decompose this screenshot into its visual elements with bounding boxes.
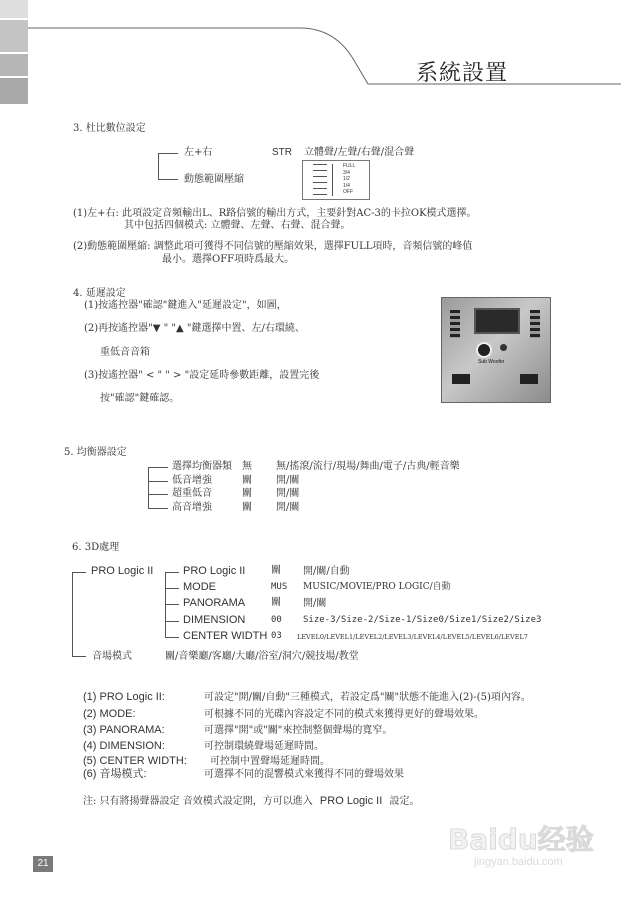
note-1-label: (1) PRO Logic II: [83, 691, 165, 703]
panel-sub-woofer-label: Sub Woofer [478, 359, 505, 365]
str-key: STR [272, 147, 292, 158]
option-drc: 動態範圍壓縮 [184, 174, 244, 185]
drc-level-1-2: 1/2 [343, 176, 350, 183]
note-lr-line1: (1)左+右: 此項設定音頻輸出L、R路信號的輸出方式，主要針對AC-3的卡拉OK模式選擇。 [73, 208, 477, 219]
left-arrow-button-icon [452, 374, 470, 384]
drc-level-bars-icon [313, 164, 327, 196]
eq-row-4-value: 關 [242, 502, 252, 513]
eq-row-3-label: 超重低音 [172, 488, 212, 499]
section-6-heading: 6. 3D處理 [72, 542, 120, 553]
eq-row-2-label: 低音增強 [172, 475, 212, 486]
str-values: 立體聲/左聲/右聲/混合聲 [304, 147, 415, 158]
note-4-text: 可控制環繞聲場延遲時間。 [204, 741, 324, 752]
eq-row-1-label: 選擇均衡器類 [172, 461, 232, 472]
pl-row-1-value: 關 [271, 565, 281, 576]
pl-row-1-options: 開/關/自動 [303, 566, 350, 577]
note-3-label: (3) PANORAMA: [83, 724, 165, 736]
drc-level-slider-icon [332, 164, 333, 196]
footnote-pro-logic: PRO Logic II [319, 795, 383, 807]
section-4-heading: 4. 延遲設定 [73, 288, 126, 299]
delay-panel-image [441, 297, 551, 403]
watermark-url: jingyan.baidu.com [474, 856, 563, 868]
eq-row-1-options: 無/搖滾/流行/現場/舞曲/電子/古典/輕音樂 [276, 461, 460, 472]
delay-step-2a: (2)再按遙控器"▼ " "▲ "鍵選擇中置、左/右環繞、 [84, 323, 305, 334]
header-rule [0, 0, 621, 110]
pl-row-5-options: LEVEL0/LEVEL1/LEVEL2/LEVEL3/LEVEL4/LEVEL5/LEVEL6/LEVEL7 [297, 633, 528, 641]
note-5-label: (5) CENTER WIDTH: [83, 755, 187, 767]
option-left-right: 左+右 [184, 147, 213, 158]
note-4-label: (4) DIMENSION: [83, 740, 165, 752]
pl-row-4-value: 00 [271, 615, 282, 625]
note-lr-line2: 其中包括四個模式: 立體聲、左聲、右聲、混合聲。 [124, 220, 351, 231]
right-speaker-bars-icon [530, 310, 540, 338]
note-2-text: 可根據不同的光碟內容設定不同的模式來獲得更好的聲場效果。 [204, 709, 484, 720]
right-arrow-button-icon [520, 374, 538, 384]
pl-row-4-options: Size-3/Size-2/Size-1/Size0/Size1/Size2/Size3 [303, 615, 542, 625]
note-drc-line1: (2)動態範圍壓縮: 調整此項可獲得不同信號的壓縮效果，選擇FULL項時，音頻信號的峰值 [73, 241, 473, 252]
pl-row-5-value: 03 [271, 631, 282, 641]
drc-level-1-4: 1/4 [343, 182, 350, 189]
pl-row-5-label: CENTER WIDTH [183, 630, 268, 642]
sound-mode-options: 關/音樂廳/客廳/大廳/浴室/洞穴/競技場/教堂 [165, 651, 359, 662]
pl-row-3-value: 關 [271, 597, 281, 608]
delay-step-3b: 按"確認"鍵確認。 [100, 393, 180, 404]
delay-step-3a: (3)按遙控器" < " " > "設定延時參數距離，設置完後 [84, 370, 320, 381]
note-3-text: 可選擇"開"或"關"來控制整個聲場的寬窄。 [204, 725, 393, 736]
footnote-part-2: 設定。 [389, 796, 420, 807]
eq-row-4-options: 開/關 [276, 502, 300, 513]
footnote [83, 796, 419, 807]
drc-level-box [302, 160, 370, 200]
watermark-brand: Baidu经验 [448, 823, 594, 856]
small-knob-icon [500, 344, 507, 351]
note-6-text: 可選擇不同的混響模式來獲得不同的聲場效果 [204, 769, 404, 780]
drc-level-full: FULL [343, 163, 356, 169]
delay-step-1: (1)按遙控器"確認"鍵進入"延遲設定"，如圖， [84, 300, 287, 311]
pl-row-3-options: 開/關 [303, 598, 327, 609]
sound-mode-label: 音場模式 [92, 651, 132, 662]
page-number: 21 [33, 856, 53, 872]
note-5-text: 可控制中置聲場延遲時間。 [210, 756, 330, 767]
eq-row-2-options: 開/關 [276, 475, 300, 486]
eq-row-3-options: 開/關 [276, 488, 300, 499]
page-title: 系統設置 [416, 61, 509, 86]
delay-display-screen [474, 308, 520, 334]
eq-row-1-value: 無 [242, 461, 252, 472]
pl-row-3-label: PANORAMA [183, 597, 246, 609]
pl-row-4-label: DIMENSION [183, 614, 246, 626]
pl-row-2-options: MUSIC/MOVIE/PRO LOGIC/自動 [303, 582, 451, 592]
eq-row-4-label: 高音增強 [172, 502, 212, 513]
tree-root-pro-logic: PRO Logic II [91, 565, 154, 577]
note-6-label: (6) 音場模式: [83, 768, 147, 780]
eq-row-2-value: 關 [242, 475, 252, 486]
eq-row-3-value: 關 [242, 488, 252, 499]
drc-level-3-4: 3/4 [343, 169, 350, 176]
drc-level-off: OFF [343, 189, 353, 196]
center-knob-icon [476, 342, 492, 358]
delay-step-2b: 重低音音箱 [100, 347, 150, 358]
note-drc-line2: 最小。選擇OFF項時爲最大。 [162, 254, 295, 265]
pl-row-2-label: MODE [183, 581, 216, 593]
pl-row-1-label: PRO Logic II [183, 565, 246, 577]
footnote-part-1: 注: 只有將揚聲器設定 音效模式設定開，方可以進入 [83, 796, 313, 807]
note-2-label: (2) MODE: [83, 708, 136, 720]
watermark-logo [444, 818, 594, 876]
section-3-heading: 3. 杜比數位設定 [73, 123, 146, 134]
left-speaker-bars-icon [450, 310, 460, 338]
section-5-heading: 5. 均衡器設定 [64, 447, 127, 458]
note-1-text: 可設定"開/關/自動"三種模式，若設定爲"關"狀態不能進入(2)-(5)項內容。 [204, 692, 531, 703]
pl-row-2-value: MUS [271, 582, 288, 592]
